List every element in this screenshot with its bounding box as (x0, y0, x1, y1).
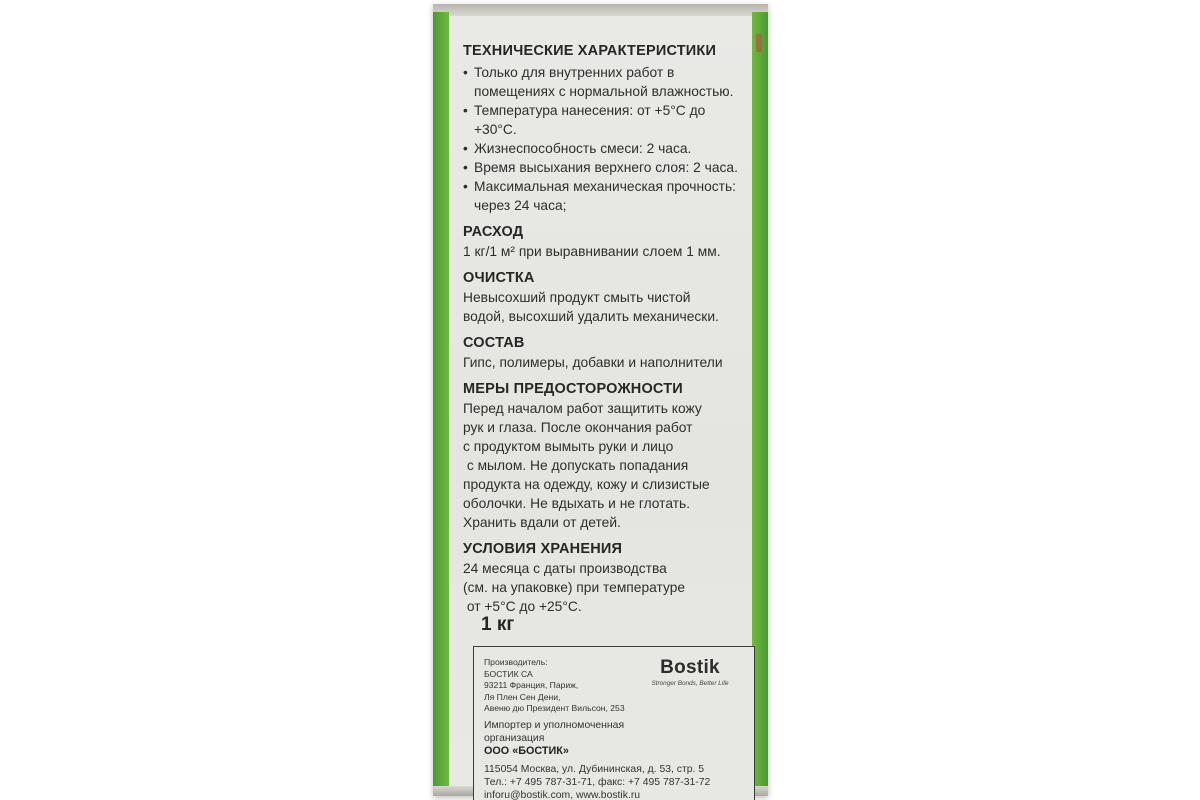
safety-text-line: с продуктом вымыть руки и лицо (463, 439, 674, 454)
net-weight: 1 кг (481, 614, 515, 635)
safety-text-line: оболочки. Не вдыхать и не глотать. (463, 496, 691, 511)
consumption-title: РАСХОД (463, 224, 524, 240)
technical-item (463, 158, 748, 177)
manufacturer-address: Авеню дю Президент Вильсон, 253 (484, 703, 625, 713)
technical-item (463, 139, 748, 158)
section-storage (463, 540, 748, 616)
safety-title: МЕРЫ ПРЕДОСТОРОЖНОСТИ (463, 381, 683, 397)
composition-title: СОСТАВ (463, 335, 525, 351)
technical-item (463, 101, 748, 139)
technical-item-line: Время высыхания верхнего слоя: 2 часа. (474, 160, 738, 175)
manufacturer-address: 93211 Франция, Париж, (484, 680, 579, 690)
storage-title: УСЛОВИЯ ХРАНЕНИЯ (463, 541, 623, 557)
technical-item-line: Температура нанесения: от +5°С до +30°С. (474, 103, 706, 137)
label-panel (449, 16, 752, 800)
green-edge-left (433, 12, 449, 790)
safety-text-line: Перед началом работ защитить кожу (463, 401, 702, 416)
section-technical (463, 42, 748, 215)
box-top-edge (433, 4, 768, 16)
bostik-logo (640, 657, 740, 688)
technical-item-line: через 24 часа; (474, 198, 567, 213)
technical-item (463, 177, 748, 215)
red-fleck (756, 34, 762, 52)
manufacturer-info-box (473, 646, 755, 800)
safety-text-line: с мылом. Не допускать попадания (463, 458, 689, 473)
importer-name: ООО «БОСТИК» (484, 744, 569, 757)
cleaning-text-line: Невысохший продукт смыть чистой (463, 290, 691, 305)
importer-phones: Тел.: +7 495 787-31-71, факс: +7 495 787-31-72 (484, 776, 711, 788)
section-composition (463, 334, 748, 372)
cleaning-title: ОЧИСТКА (463, 270, 535, 286)
technical-title: ТЕХНИЧЕСКИЕ ХАРАКТЕРИСТИКИ (463, 43, 717, 59)
storage-text-line: (см. на упаковке) при температуре (463, 580, 686, 595)
importer-address: 115054 Москва, ул. Дубининская, д. 53, стр. 5 (484, 763, 705, 775)
storage-text-line: 24 месяца с даты производства (463, 561, 667, 576)
manufacturer-address: Ля Плен Сен Дени, (484, 691, 561, 702)
technical-item (463, 63, 748, 101)
consumption-text: 1 кг/1 м² при выравнивании слоем 1 мм. (463, 244, 721, 259)
technical-item-line: Только для внутренних работ в (474, 65, 675, 80)
safety-text-line: продукта на одежду, кожу и слизистые (463, 477, 710, 492)
manufacturer-label: Производитель: (484, 657, 548, 667)
cleaning-text-line: водой, высохший удалить механически. (463, 309, 719, 324)
storage-text-line: от +5°С до +25°С. (463, 599, 582, 614)
section-safety (463, 380, 748, 532)
logo-wordmark: Bostik (660, 657, 720, 678)
safety-text-line: рук и глаза. После окончания работ (463, 420, 693, 435)
safety-text-line: Хранить вдали от детей. (463, 515, 621, 530)
label-content (463, 42, 748, 616)
section-cleaning (463, 269, 748, 326)
technical-list (463, 63, 748, 215)
section-consumption (463, 223, 748, 261)
importer-label: организация (484, 732, 545, 744)
product-box-side (433, 4, 768, 800)
logo-tagline: Stronger Bonds, Better Life (651, 680, 729, 687)
technical-item-line: Максимальная механическая прочность: (474, 179, 737, 194)
manufacturer-name: БОСТИК СА (484, 668, 533, 679)
composition-text: Гипс, полимеры, добавки и наполнители (463, 355, 723, 370)
technical-item-line: помещениях с нормальной влажностью. (474, 84, 734, 99)
technical-item-line: Жизнеспособность смеси: 2 часа. (474, 141, 692, 156)
importer-label: Импортер и уполномоченная (484, 719, 625, 731)
importer-web: inforu@bostik.com, www.bostik.ru (484, 789, 641, 800)
